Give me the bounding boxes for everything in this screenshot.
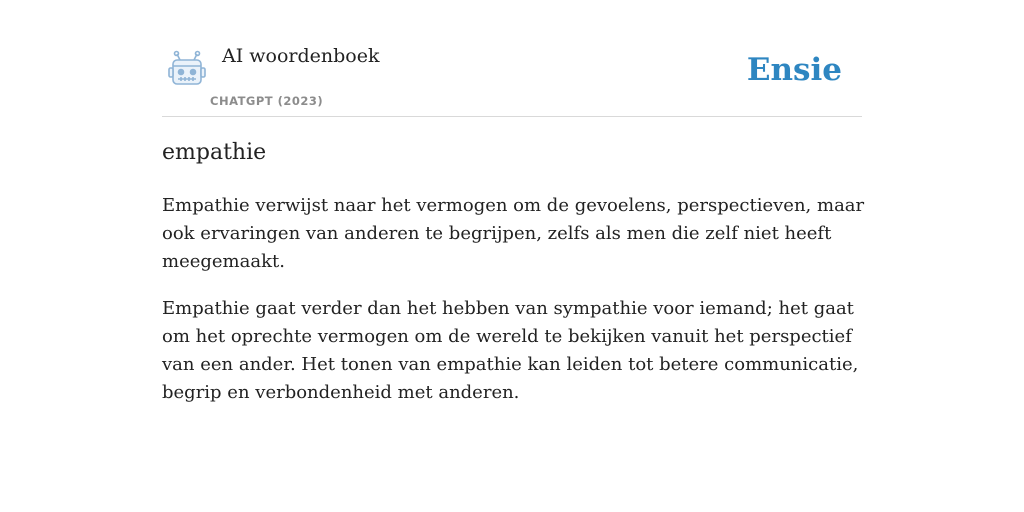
entry-term: empathie (162, 140, 267, 165)
dictionary-source: CHATGPT (2023) (210, 94, 324, 108)
dictionary-header (162, 0, 862, 117)
definition-paragraph: Empathie verwijst naar het vermogen om de gevoelens, perspectieven, maar ook ervaringen van anderen te begrijpen, zelfs als men die zelf niet heeft meegemaakt. (162, 195, 865, 272)
robot-icon (166, 50, 208, 92)
definition-paragraph: Empathie gaat verder dan het hebben van sympathie voor iemand; het gaat om het oprechte vermogen om de wereld te bekijken vanuit het perspectief van een ander. Het tonen van empathie kan leiden tot betere communicatie, begrip en verbondenheid met anderen. (162, 298, 859, 403)
dictionary-title[interactable]: AI woordenboek (222, 45, 380, 67)
ensie-logo[interactable]: Ensie (746, 52, 842, 88)
entry-definition (162, 192, 874, 426)
